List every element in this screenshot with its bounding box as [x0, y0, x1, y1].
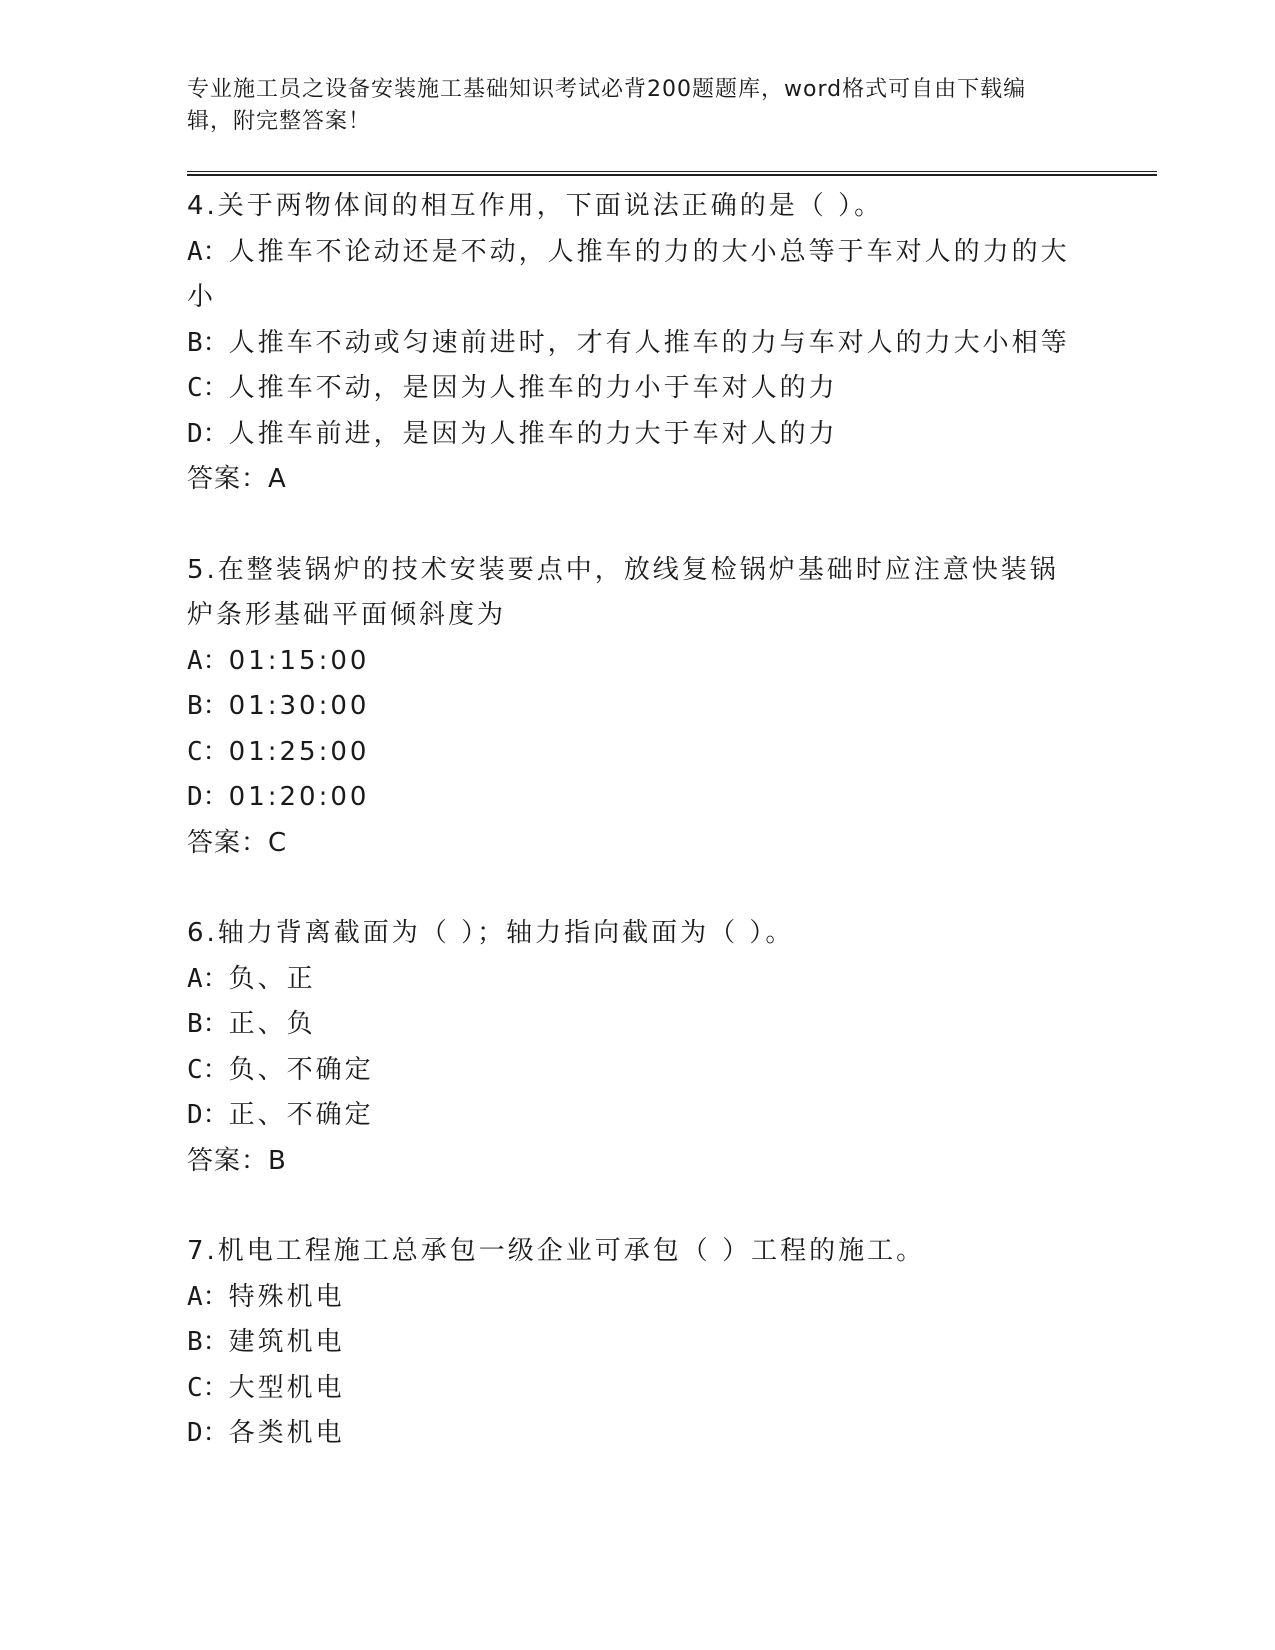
option-letter: B：: [187, 1327, 229, 1357]
question-item: [187, 1229, 1157, 1457]
option-text: 建筑机电: [228, 1327, 345, 1357]
option-text: 负、正: [228, 963, 316, 994]
question-option: [187, 1093, 1157, 1139]
option-text: 各类机电: [228, 1418, 345, 1448]
question-stem: 5.在整装锅炉的技术安装要点中，放线复检锅炉基础时应注意快装锅炉条形基础平面倾斜度为: [187, 554, 1059, 630]
question-option: [187, 1002, 1157, 1048]
question-answer: 答案：A: [187, 464, 287, 494]
option-letter: B：: [187, 691, 229, 721]
question-option: [187, 730, 1157, 776]
option-letter: A：: [187, 963, 229, 994]
option-text: 特殊机电: [228, 1281, 345, 1312]
option-text: 正、负: [228, 1009, 316, 1039]
question-option: [187, 412, 1157, 458]
option-text: 人推车不动或匀速前进时，才有人推车的力与车对人的力大小相等: [228, 327, 1070, 358]
option-letter: D：: [187, 1418, 229, 1448]
option-letter: B：: [187, 327, 229, 358]
document-page: [187, 74, 1157, 1502]
question-list: [187, 184, 1157, 1457]
question-option: [187, 1048, 1157, 1094]
option-text: 负、不确定: [228, 1054, 374, 1085]
question-option: [187, 1411, 1157, 1457]
question-option: [187, 1275, 1157, 1321]
question-stem: 6.轴力背离截面为（ ）；轴力指向截面为（ ）。: [187, 918, 795, 948]
option-letter: C：: [187, 736, 229, 767]
option-text: 01:20:00: [228, 782, 370, 812]
option-text: 人推车前进，是因为人推车的力大于车对人的力: [228, 418, 838, 449]
question-option: [187, 957, 1157, 1003]
option-letter: D：: [187, 782, 229, 812]
question-option: [187, 1320, 1157, 1366]
question-option: [187, 684, 1157, 730]
option-letter: D：: [187, 418, 229, 449]
question-option: [187, 775, 1157, 821]
option-text: 正、不确定: [228, 1100, 374, 1130]
question-stem: 7.机电工程施工总承包一级企业可承包（ ）工程的施工。: [187, 1236, 926, 1266]
option-text: 人推车不动，是因为人推车的力小于车对人的力: [228, 373, 838, 403]
option-letter: A：: [187, 236, 229, 267]
option-text: 01:15:00: [228, 645, 370, 676]
question-answer: 答案：B: [187, 1145, 287, 1176]
option-letter: D：: [187, 1100, 229, 1130]
question-item: [187, 911, 1157, 1184]
question-stem: 4.关于两物体间的相互作用，下面说法正确的是（ ）。: [187, 191, 884, 221]
option-letter: A：: [187, 1281, 229, 1312]
question-option: [187, 366, 1157, 412]
option-text: 01:30:00: [228, 691, 370, 721]
option-text: 人推车不论动还是不动，人推车的力的大小总等于车对人的力的大小: [187, 236, 1070, 312]
question-answer: 答案：C: [187, 827, 288, 858]
option-letter: C：: [187, 373, 229, 403]
question-option: [187, 1366, 1157, 1412]
question-option: [187, 639, 1157, 685]
question-option: [187, 321, 1157, 367]
option-text: 大型机电: [228, 1372, 345, 1403]
option-letter: B：: [187, 1009, 229, 1039]
option-text: 01:25:00: [228, 736, 370, 767]
document-header: 专业施工员之设备安装施工基础知识考试必背200题题库，word格式可自由下载编辑，附完整答案！: [187, 77, 1027, 134]
question-item: [187, 548, 1157, 867]
header-divider: [187, 171, 1157, 176]
option-letter: A：: [187, 645, 229, 676]
option-letter: C：: [187, 1372, 229, 1403]
question-item: [187, 184, 1157, 503]
question-option: [187, 230, 1087, 321]
option-letter: C：: [187, 1054, 229, 1085]
